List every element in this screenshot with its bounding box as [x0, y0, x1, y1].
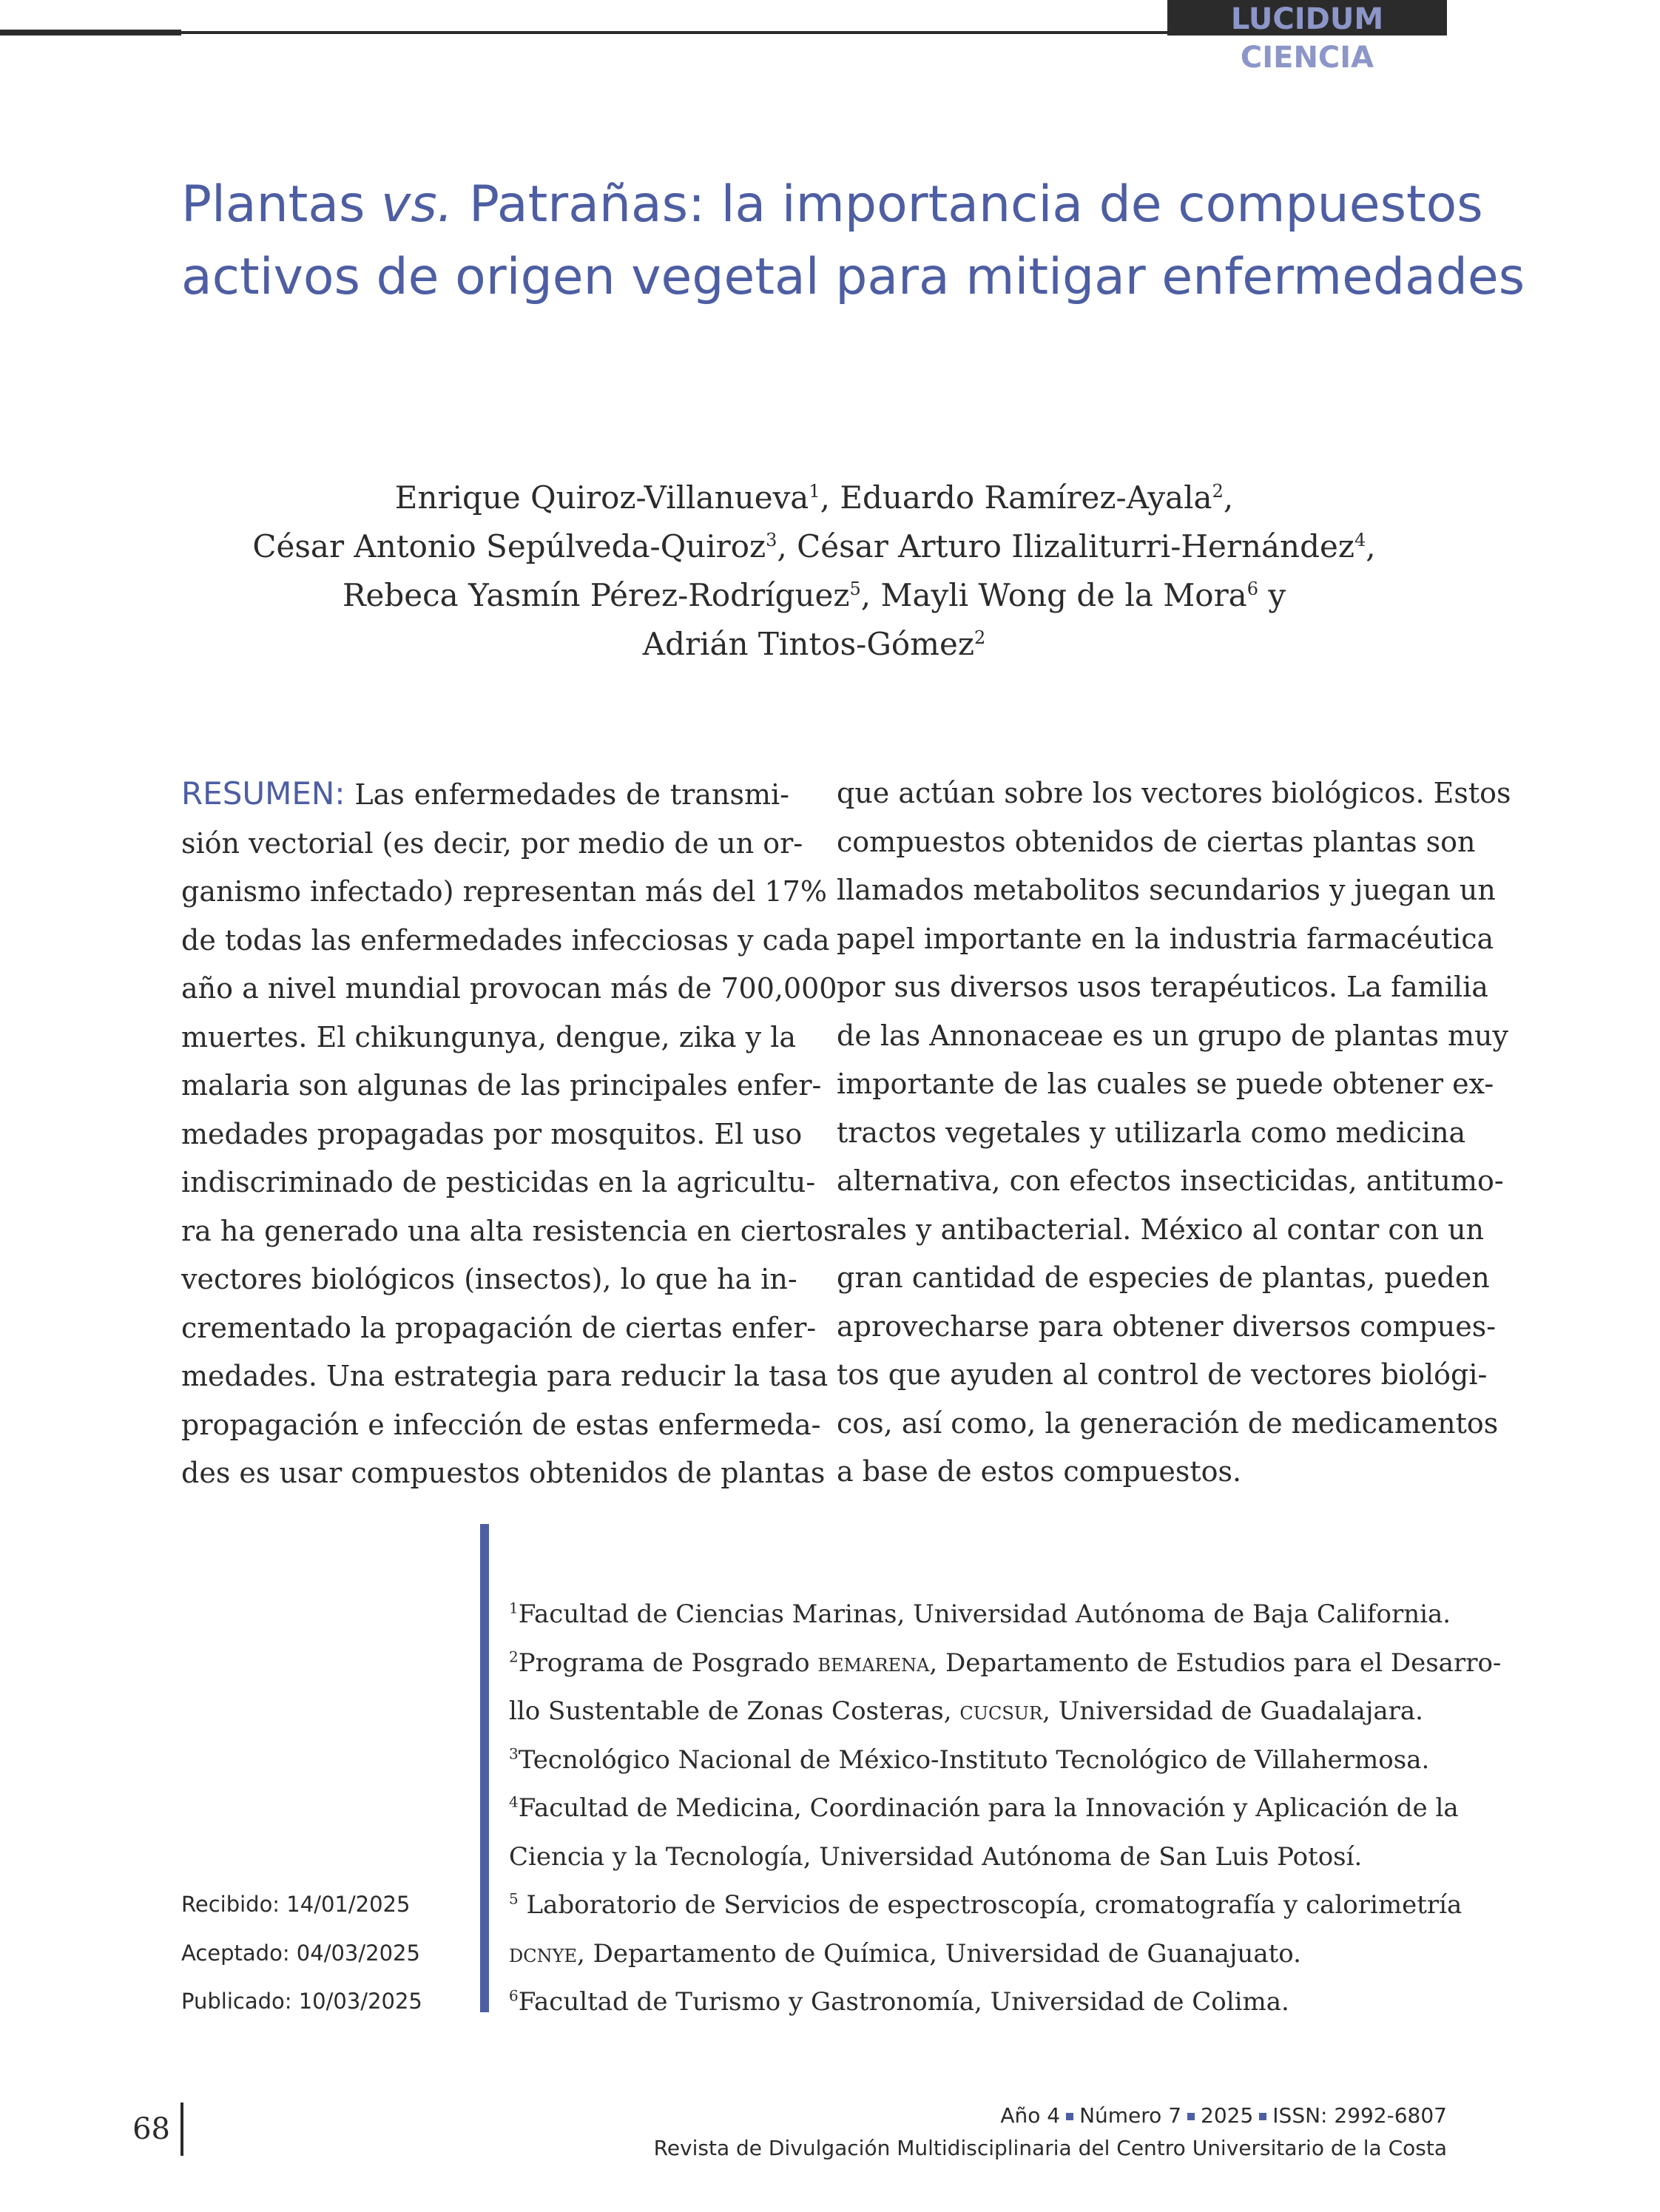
abstract-line: rales y antibacterial. México al contar con un [837, 1213, 1485, 1246]
date-accepted: Aceptado: 04/03/2025 [181, 1940, 420, 1966]
abstract-line: ra ha generado una alta resistencia en ciertos [181, 1214, 838, 1247]
affiliation-4: $^4$Facultad de Medicina, Coordinación para la Innovación y Aplicación de la [509, 1793, 1459, 1823]
footer-issn: ISSN: 2992-6807 [1272, 2103, 1447, 2128]
abstract-label: RESUMEN: [181, 775, 345, 812]
abstract-line: tractos vegetales y utilizarla como medicina [837, 1116, 1466, 1149]
abstract-line: gran cantidad de especies de plantas, pueden [837, 1261, 1490, 1294]
author-line-2: César Antonio Sepúlveda-Quiroz$^3$, César Arturo Ilizaliturri-Hernández$^4$, [252, 528, 1376, 564]
abstract-column-left [181, 769, 838, 1498]
abstract-line: por sus diversos usos terapéuticos. La familia [837, 971, 1488, 1003]
article-dates [181, 1881, 462, 2026]
footer-journal: Revista de Divulgación Multidisciplinaria del Centro Universitario de la Costa [653, 2136, 1447, 2160]
separator-square-icon [1066, 2113, 1073, 2120]
author-line-3: Rebeca Yasmín Pérez-Rodríguez$^5$, Mayli Wong de la Mora$^6$ y [342, 577, 1286, 613]
affiliation-5: $^5$ Laboratorio de Servicios de espectroscopía, cromatografía y calorimetría [509, 1889, 1462, 1920]
author-line-4: Adrián Tintos-Gómez$^2$ [642, 626, 986, 662]
abstract-line: llamados metabolitos secundarios y juegan un [837, 874, 1496, 906]
article-title [181, 169, 1525, 314]
affiliation-2: $^2$Programa de Posgrado bemarena, Departamento de Estudios para el Desarro- [509, 1648, 1502, 1678]
abstract-line: RESUMEN: Las enfermedades de transmi- [181, 775, 789, 812]
abstract-line: cos, así como, la generación de medicamentos [837, 1406, 1499, 1440]
affiliation-3: $^3$Tecnológico Nacional de México-Instituto Tecnológico de Villahermosa. [509, 1744, 1430, 1775]
header-rule [181, 31, 1209, 34]
abstract-line: tos que ayuden al control de vectores biológi- [837, 1358, 1488, 1391]
footer-issue-line [518, 2100, 1447, 2132]
abstract-line: ganismo infectado) representan más del 17% [181, 875, 827, 908]
abstract-line: compuestos obtenidos de ciertas plantas son [837, 825, 1476, 858]
abstract-line: medades. Una estrategia para reducir la tasa [181, 1360, 829, 1392]
footer-year: Año 4 [1000, 2103, 1061, 2128]
abstract-line: crementado la propagación de ciertas enfer- [181, 1311, 817, 1344]
title-line-2: activos de origen vegetal para mitigar enfermedades [181, 248, 1525, 306]
abstract-line: indiscriminado de pesticidas en la agricultu- [181, 1166, 816, 1198]
abstract-line: de todas las enfermedades infecciosas y cada [181, 923, 830, 957]
page-number: 68 [132, 2112, 170, 2146]
author-line-1: Enrique Quiroz-Villanueva$^1$, Eduardo Ramírez-Ayala$^2$, [394, 479, 1234, 516]
affiliations-accent-bar [480, 1524, 489, 2012]
page-number-bar [180, 2103, 183, 2156]
title-vs: vs. [381, 175, 453, 234]
title-line-1: Plantas vs. Patrañas: la importancia de compuestos [181, 175, 1483, 234]
header-rule-thick [0, 30, 181, 36]
affiliation-5-cont: dcnye, Departamento de Química, Universidad de Guanajuato. [509, 1938, 1301, 1969]
abstract-line: medades propagadas por mosquitos. El uso [181, 1117, 803, 1150]
abstract-column-right [837, 769, 1511, 1497]
affiliation-6: $^6$Facultad de Turismo y Gastronomía, Universidad de Colima. [509, 1986, 1289, 2017]
separator-square-icon [1259, 2113, 1266, 2120]
separator-square-icon [1187, 2113, 1195, 2120]
journal-brand: LUCIDUM CIENCIA [1167, 0, 1447, 36]
affiliation-4-cont: Ciencia y la Tecnología, Universidad Autónoma de San Luis Potosí. [509, 1841, 1363, 1872]
abstract-line: papel importante en la industria farmacéutica [837, 922, 1494, 955]
abstract-line: alternativa, con efectos insecticidas, antitumo- [837, 1164, 1504, 1197]
abstract-line: vectores biológicos (insectos), lo que ha in- [181, 1263, 797, 1295]
affiliation-2-cont: llo Sustentable de Zonas Costeras, cucsur, Universidad de Guadalajara. [509, 1696, 1423, 1726]
footer-number: Número 7 [1079, 2103, 1182, 2128]
abstract-line: aprovecharse para obtener diversos compues- [837, 1309, 1497, 1343]
date-received: Recibido: 14/01/2025 [181, 1892, 411, 1917]
abstract-line: de las Annonaceae es un grupo de plantas muy [837, 1019, 1508, 1052]
abstract-line: que actúan sobre los vectores biológicos. Estos [837, 777, 1511, 809]
affiliations [509, 1591, 1502, 2027]
abstract-line: muertes. El chikungunya, dengue, zika y la [181, 1020, 797, 1053]
abstract-line: malaria son algunas de las principales enfer- [181, 1069, 822, 1102]
footer-info [518, 2100, 1447, 2165]
abstract-line: importante de las cuales se puede obtener ex- [837, 1068, 1494, 1100]
abstract-line: año a nivel mundial provocan más de 700,000 [181, 972, 837, 1005]
abstract-line: a base de estos compuestos. [837, 1455, 1242, 1488]
affiliation-1: $^1$Facultad de Ciencias Marinas, Universidad Autónoma de Baja California. [509, 1599, 1451, 1629]
date-published: Publicado: 10/03/2025 [181, 1989, 422, 2014]
abstract-line: sión vectorial (es decir, por medio de un or- [181, 826, 803, 860]
abstract-line: des es usar compuestos obtenidos de plantas [181, 1457, 826, 1489]
footer-yr: 2025 [1201, 2103, 1254, 2128]
author-list [181, 473, 1447, 669]
abstract-line: propagación e infección de estas enfermeda- [181, 1408, 821, 1441]
